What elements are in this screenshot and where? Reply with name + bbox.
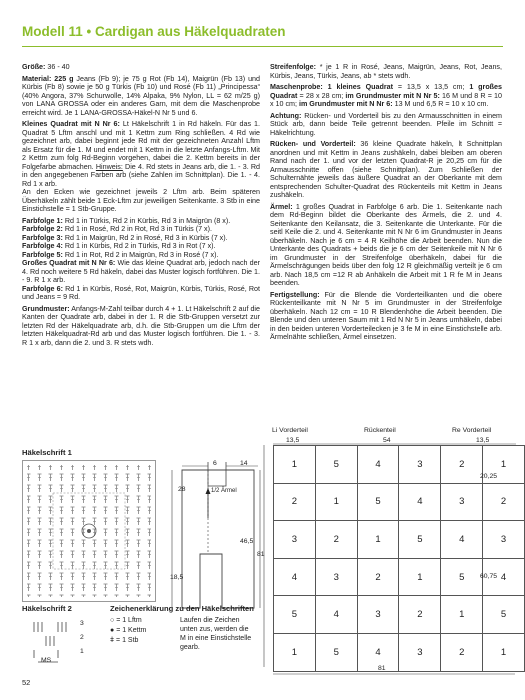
- small-square-paragraph: Kleines Quadrat mit N Nr 6: Lt Häkelschrift 1 in Rd häkeln. Für das 1. Quadrat 5 Lftm anschl und mit 1 Kettm zum Ring schließen. 4 Rd wie gezeichnet arb, dabei beginnt jede Rd mit der gezeichneten Anzahl Lftm als Ersatz für die 1. M und endet mit 1 Kettm in die letzte Anfangs-Lftm. Mit 2 Kettm zum folg Rd-Beginn vorgehen, dabei die 2. Kettm bereits in der Folgefarbe abmachen. Hinweis: Die 4. Rd stets in Jeans arb, die 1. - 3. Rd in den angegebenen Farben arb (siehe Zahlen im Schnittplan). Die 1. - 4. Rd 1 x arb. An den Ecken wie gezeichnet jeweils 2 Lftm arb. Beim späteren Überhäkeln zählt beide 1 Eck-Lftm zur jeweiligen Seitenkante. 3 Stb in eine Einstichstelle = 1 Stb-Gruppe.: [22, 120, 261, 213]
- attention-paragraph: Achtung: Rücken- und Vorderteil bis zu den Armausschnitten in einem Stück arb, dann beide Teile getrennt beenden. Pfeile im Schnitt = Häkelrichtung.: [270, 111, 502, 137]
- plan-grid-cell: 3: [357, 596, 399, 634]
- plan-grid-cell: 4: [274, 558, 316, 596]
- slipstitch-icon: ●: [110, 627, 117, 634]
- plan-grid-cell: 1: [483, 633, 525, 671]
- plan-grid-cell: 2: [357, 558, 399, 596]
- chart2-row-1: 1: [80, 648, 84, 655]
- plan-grid-cell: 1: [274, 633, 316, 671]
- sleeve-dim-left-a: 28: [178, 486, 186, 493]
- plan-grid-cell: 4: [357, 446, 399, 484]
- color-sequence-item: Farbfolge 1: Rd 1 in Türkis, Rd 2 in Kürbis, Rd 3 in Maigrün (8 x).: [22, 216, 231, 225]
- color-sequence-item: Farbfolge 3: Rd 1 in Maigrün, Rd 2 in Rosé, Rd 3 in Kürbis (7 x).: [22, 233, 228, 242]
- plan-grid-cell: 5: [399, 521, 441, 559]
- legend-item-dc: ǂ = 1 Stb: [110, 637, 139, 644]
- legend-title: Zeichenerklärung zu den Häkelschriften: [110, 604, 254, 613]
- plan-grid-cell: 5: [483, 596, 525, 634]
- plan-grid-cell: 4: [441, 521, 483, 559]
- sleeve-dim-left-b: 18,5: [170, 574, 184, 581]
- plan-dim-right-a: 20,25: [480, 473, 498, 480]
- plan-grid-row: [274, 633, 525, 671]
- pattern-paragraph: Grundmuster: Anfangs-M-Zahl teilbar durch 4 + 1. Lt Häkelschrift 2 auf die Kanten der Quadrate arb, dabei in der 1. R die Stb-Gruppen versetzt zur letzten Rd der Häkelquadrate arb, d.h. die Stb-Gruppen um die Lftm der letzten Häkelquadrat-Rd arb und das Muster logisch fortführen. Die 1. - 3. R 1 x arb, dann die 2. und 3. R stets wdh.: [22, 304, 260, 347]
- color-sequences: [22, 217, 260, 260]
- legend-note: Laufen die Zeichen unten zus, werden die M in eine Einstichstelle gearb.: [180, 617, 252, 651]
- material-paragraph: Material: 225 g Jeans (Fb 9); je 75 g Rot (Fb 14), Maigrün (Fb 13) und Kürbis (Fb 8) sowie je 50 g Türkis (Fb 10) und Rosé (Fb 11) „Principessa“ (40% Angora, 37% Schurwolle, 14% Alpaka, 9% Nylon, LL = 62 m/25 g) von LANA GROSSA oder ein anderes Garn, mit dem die Maschenprobe erreicht wird. Je 1 LANA-GROSSA-Häkel-N Nr 5 und 6.: [22, 74, 260, 117]
- plan-dim-top-center: 54: [383, 437, 391, 444]
- page-title: Modell 11 • Cardigan aus Häkelquadraten: [22, 24, 286, 39]
- size-paragraph: Größe: 36 - 40: [22, 63, 70, 71]
- plan-grid-cell: 1: [315, 483, 357, 521]
- plan-dim-bottom: 81: [378, 665, 386, 672]
- plan-grid-cell: 2: [399, 596, 441, 634]
- plan-grid-row: [274, 596, 525, 634]
- gauge-paragraph: Maschenprobe: 1 kleines Quadrat = 13,5 x 13,5 cm; 1 großes Quadrat = 28 x 28 cm; im Grundmuster mit N Nr 5: 16 M und 8 R = 10 x 10 cm; im Grundmuster mit N Nr 6: 13 M und 6,5 R = 10 x 10 cm.: [270, 83, 502, 108]
- sleeve-dim-top-b: 14: [240, 460, 248, 467]
- sleeve-paragraph: Ärmel: 1 großes Quadrat in Farbfolge 6 arb. Die 1. Seitenkante nach dem Rd-Beginn bildet die Oberkante des Ärmels, die 2. und 4. Seitenkante den Keilansatz, die 3. Seitenkante die Unterkante. Für die seitl Keile die 2. und 4. Seitenkante mit N Nr 6 im Grundmuster in Jeans überhäkeln. Nach je 6 cm = 4 R Keilhöhe die Arbeit beenden. Nun die Unterkante des Quadrats + beids die je 6 cm der Seitenkeile mit N Nr 6 im Grundmuster in der Streifenfolge überhäkeln, dabei für die Ärmelschrägungen beids über den folg 12 R gleichmäßig verteilt je 6 cm arb. Nach 18,5 cm =12 R ab Anhäkeln die Arbeit mit 1 R fe M in Jeans beenden.: [270, 202, 502, 287]
- chain-icon: ○: [110, 617, 117, 624]
- chart2-row-3: 3: [80, 620, 84, 627]
- plan-label-right-front: Re Vorderteil: [452, 427, 492, 434]
- plan-grid-row: [274, 521, 525, 559]
- crochet-chart-1-drawing: [23, 461, 155, 601]
- plan-grid-cell: 5: [274, 596, 316, 634]
- plan-grid-cell: 3: [483, 521, 525, 559]
- plan-grid-cell: 2: [441, 633, 483, 671]
- sleeve-dim-top-a: 6: [213, 460, 217, 467]
- plan-dim-right-b: 60,75: [480, 573, 498, 580]
- plan-grid-cell: 1: [483, 446, 525, 484]
- right-column: [270, 63, 502, 345]
- color-sequence-item: Farbfolge 4: Rd 1 in Kürbis, Rd 2 in Türkis, Rd 3 in Rot (7 x).: [22, 242, 216, 250]
- plan-grid-cell: 1: [274, 446, 316, 484]
- plan-grid-cell: 3: [399, 446, 441, 484]
- plan-dim-top-left: 13,5: [286, 437, 300, 444]
- plan-grid-cell: 4: [483, 558, 525, 596]
- plan-grid-cell: 4: [357, 633, 399, 671]
- large-square-paragraph: Großes Quadrat mit N Nr 6: Wie das kleine Quadrat arb, jedoch nach der 4. Rd noch weitere 5 Rd häkeln, dabei das Muster logisch fortführen. Die 1. - 9. R 1 x arb. Farbfolge 6: Rd 1 in Kürbis, Rosé, Rot, Maigrün, Kürbis, Türkis, Rosé, Rot und Jeans = 9 Rd.: [22, 259, 261, 301]
- plan-grid-cell: 3: [274, 521, 316, 559]
- plan-grid-cell: 3: [441, 483, 483, 521]
- plan-label-left-front: Li Vorderteil: [272, 427, 308, 434]
- chart2-ms-label: MS: [41, 657, 52, 664]
- title-rule: [22, 46, 503, 47]
- chart2-row-2: 2: [80, 634, 84, 641]
- plan-grid-cell: 1: [357, 521, 399, 559]
- plan-grid-cell: 2: [274, 483, 316, 521]
- color-sequence-item: Farbfolge 2: Rd 1 in Rosé, Rd 2 in Rot, Rd 3 in Türkis (7 x).: [22, 225, 212, 233]
- plan-grid-cell: 5: [357, 483, 399, 521]
- plan-grid-cell: 4: [399, 483, 441, 521]
- plan-grid-cell: 4: [315, 596, 357, 634]
- legend-item-chain: ○ = 1 Lftm: [110, 617, 142, 624]
- plan-grid-cell: 2: [483, 483, 525, 521]
- plan-grid-cell: 3: [315, 558, 357, 596]
- legend-symbols: [110, 616, 146, 646]
- plan-grid-row: [274, 483, 525, 521]
- finishing-paragraph: Fertigstellung: Für die Blende die Vorderteilkanten und die obere Rückenteilkante mit N Nr 5 im Grundmuster in der Streifenfolge überhäkeln. Nach 12 cm = 10 R Blendenhöhe die Arbeit beenden. Die Blende und den unteren Saum mit 1 Rd N Nr 5 in Jeans umhäkeln, dabei in den beiden unteren Vorderteilecken je 3 fe M in eine Einstichstelle arb. Ärmelnähte schließen, Ärmel einsetzen.: [270, 290, 502, 341]
- stripe-paragraph: Streifenfolge: * je 1 R in Rosé, Jeans, Maigrün, Jeans, Rot, Jeans, Kürbis, Jeans, Türkis, Jeans, ab * stets wdh.: [270, 63, 502, 80]
- plan-label-back: Rückenteil: [364, 427, 396, 434]
- double-crochet-icon: ǂ: [110, 637, 117, 644]
- plan-grid-cell: 1: [399, 558, 441, 596]
- body-paragraph: Rücken- und Vorderteil: 36 kleine Quadrate häkeln, lt Schnittplan anordnen und mit Kettm in Jeans zushäkeln, dabei bleiben am oberen Rand nach der 1. und vor der letzten Quadrat-R je 20,25 cm für die Armausschnitte offen (siehe Schnittplan). Zum Schließen der Schulternähte jeweils das äußere Quadrat an der Oberkante mit dem entsprechenden Schulter-Quadrat des Rückenteils mit Kettm in Jeans zushäkeln.: [270, 140, 503, 199]
- page-number: 52: [22, 678, 31, 687]
- crochet-chart-1: [22, 460, 156, 602]
- plan-grid-cell: 5: [315, 446, 357, 484]
- plan-grid-cell: 2: [441, 446, 483, 484]
- left-column: [22, 63, 260, 350]
- plan-grid-cell: 5: [315, 633, 357, 671]
- plan-dim-top-right: 13,5: [476, 437, 490, 444]
- sleeve-arrow-label: 1/2 Ärmel: [211, 488, 237, 494]
- color-sequence-item: Farbfolge 5: Rd 1 in Rot, Rd 2 in Maigrün, Rd 3 in Rosé (7 x).: [22, 250, 219, 259]
- plan-grid-cell: 1: [441, 596, 483, 634]
- legend-item-slipstitch: ● = 1 Kettm: [110, 627, 147, 634]
- sleeve-dim-right: 46,5: [240, 538, 254, 545]
- plan-grid-cell: 5: [441, 558, 483, 596]
- chart1-title: Häkelschrift 1: [22, 448, 72, 457]
- plan-grid-cell: 3: [399, 633, 441, 671]
- chart2-title: Häkelschrift 2: [22, 604, 72, 613]
- plan-dim-left: 81: [257, 551, 265, 558]
- plan-grid-cell: 2: [315, 521, 357, 559]
